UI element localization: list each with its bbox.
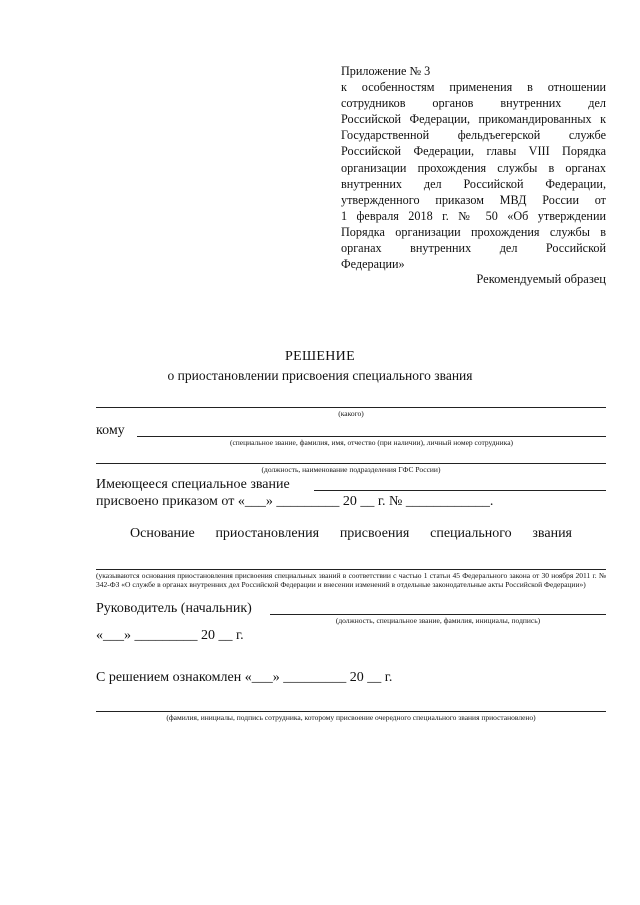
appendix-heading: Приложение № 3 [341, 64, 431, 78]
employee-signature-caption: (фамилия, инициалы, подпись сотрудника, которому присвоение очередного специального звания приостановлено) [166, 713, 536, 722]
current-rank-line[interactable] [314, 490, 606, 491]
position-caption: (должность, наименование подразделения ГФС России) [261, 465, 441, 474]
appendix-line: утвержденного приказом МВД России от [341, 192, 606, 207]
position-line[interactable] [96, 463, 606, 464]
appendix-line: к особенностям применения в отношении [341, 80, 606, 95]
assigned-order-line: присвоено приказом от «___» _________ 20 __ г. № ____________. [96, 494, 494, 509]
appendix-block [341, 63, 606, 272]
appendix-line: Российской Федерации, прикомандированных к [341, 112, 606, 127]
appendix-line: органах внутренних дел Российской [341, 241, 606, 256]
appendix-line: Российской Федерации, главы VIII Порядка [341, 144, 606, 159]
basis-caption: (указываются основания приостановления присвоения специальных званий в соответствии с частью 1 статьи 45 Федерального закона от 30 ноября 2011 г. № 342-ФЗ «О службе в органах внутренних дел Российской Федерации и внесении изменений в отдельные законодательные акты Российской Федерации») [96, 571, 606, 589]
basis-label: Основание приостановления присвоения специального звания [130, 526, 572, 541]
current-rank-label: Имеющееся специальное звание [96, 477, 290, 492]
appendix-line: сотрудников органов внутренних дел [341, 96, 606, 111]
appendix-line: организации прохождения службы в органах [341, 160, 606, 175]
appendix-line: Порядка организации прохождения службы в [341, 224, 606, 239]
document-subtitle: о приостановлении присвоения специального звания [167, 368, 473, 383]
appendix-line: внутренних дел Российской Федерации, [341, 176, 606, 191]
appendix-line: Федерации» [341, 257, 405, 272]
head-signature-line[interactable] [270, 614, 606, 615]
appendix-line: 1 февраля 2018 г. № 50 «Об утверждении [341, 208, 606, 223]
head-label: Руководитель (начальник) [96, 601, 252, 616]
head-caption: (должность, специальное звание, фамилия, инициалы, подпись) [335, 616, 541, 625]
appendix-line: Государственной фельдъегерской службе [341, 128, 606, 143]
which-line[interactable] [96, 407, 606, 408]
recipient-line[interactable] [137, 436, 606, 437]
which-caption: (какого) [338, 409, 364, 418]
document-title: РЕШЕНИЕ [285, 349, 355, 364]
to-label: кому [96, 423, 125, 438]
acquainted-line: С решением ознакомлен «___» _________ 20 __ г. [96, 670, 393, 685]
basis-line[interactable] [96, 569, 606, 570]
recipient-caption: (специальное звание, фамилия, имя, отчество (при наличии), личный номер сотрудника) [229, 438, 514, 447]
employee-signature-line[interactable] [96, 711, 606, 712]
recommended-sample-label: Рекомендуемый образец [476, 272, 606, 286]
decision-date: «___» _________ 20 __ г. [96, 628, 244, 643]
